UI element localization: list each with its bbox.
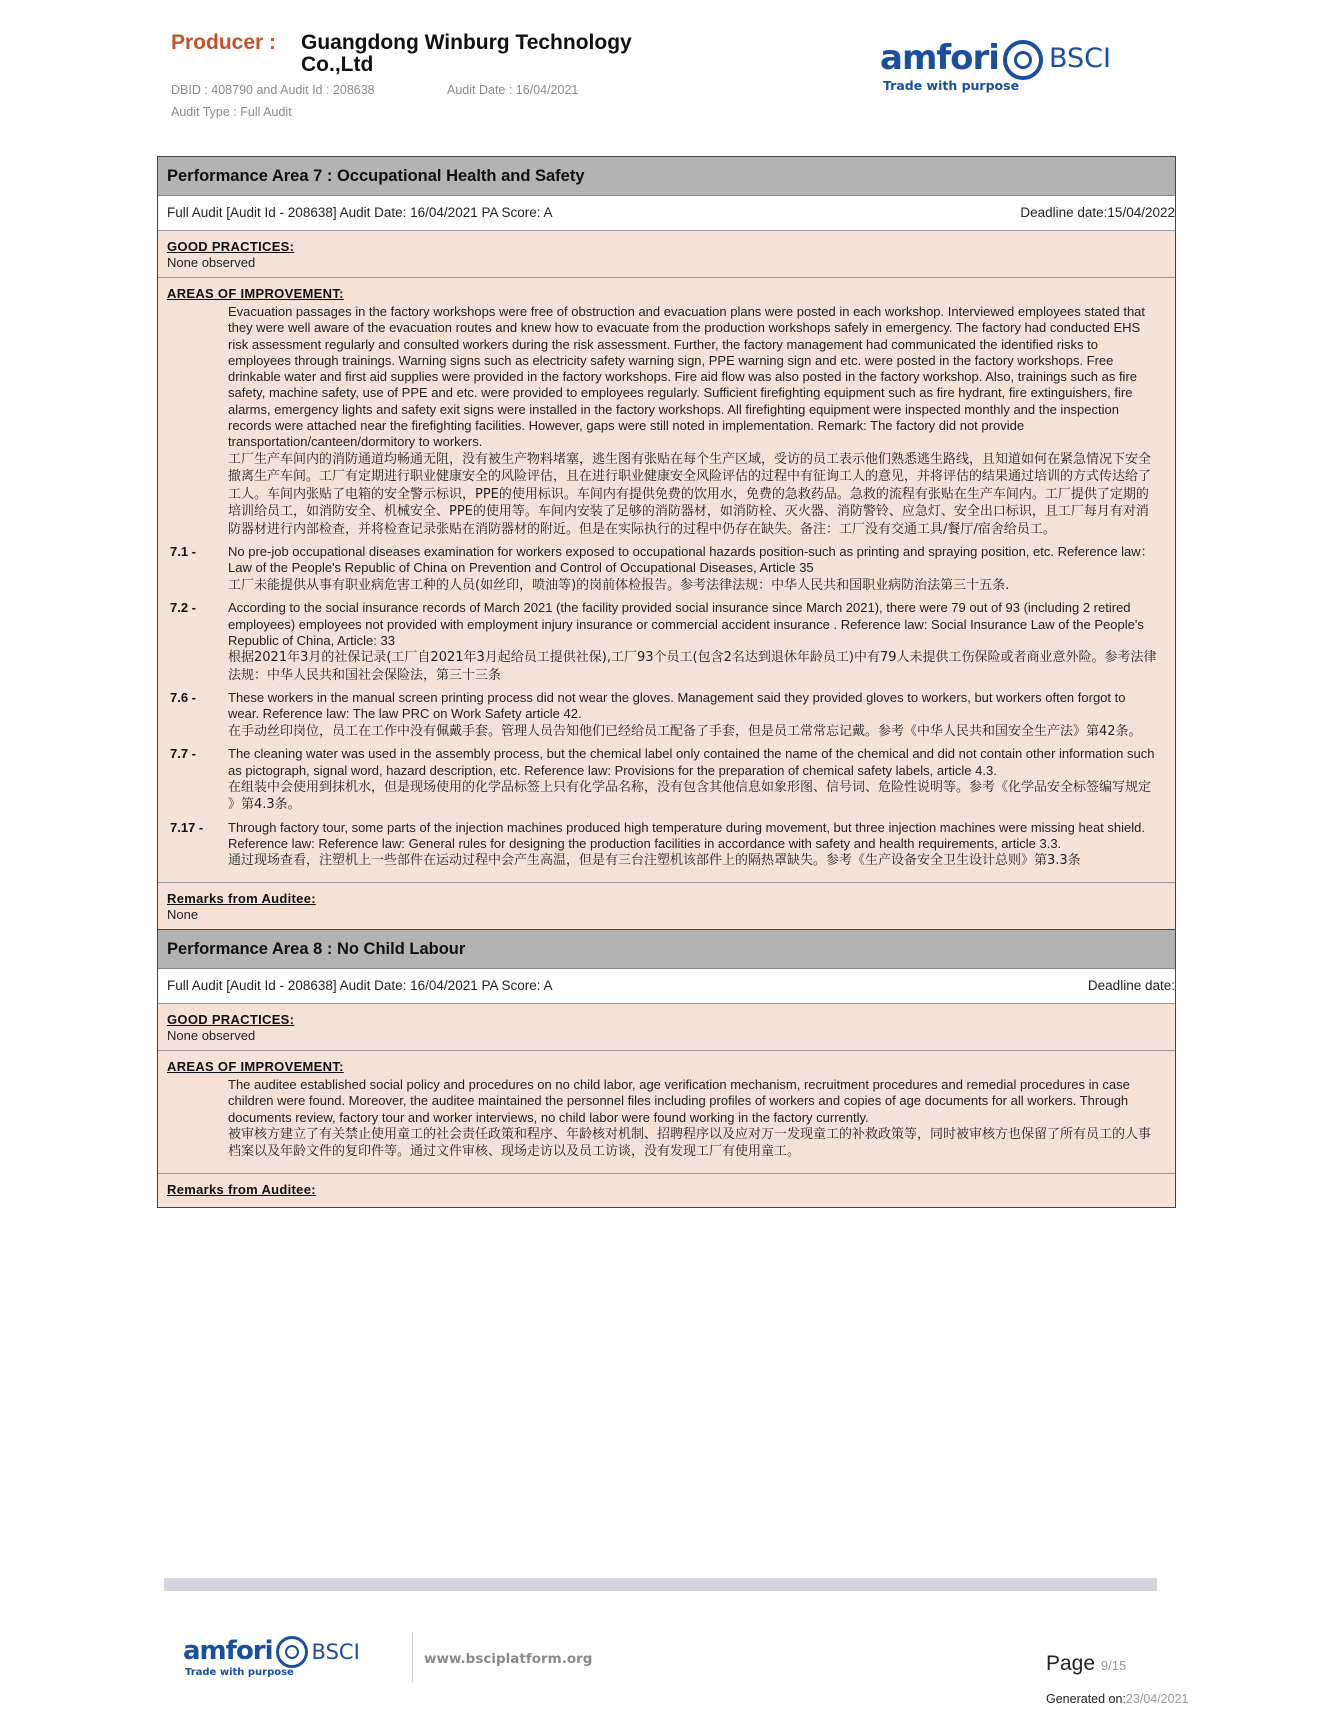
finding-text-cn: 工厂未能提供从事有职业病危害工种的人员(如丝印，喷油等)的岗前体检报告。参考法律法规：中华人民共和国职业病防治法第三十五条. xyxy=(228,577,1010,593)
finding-text-en: These workers in the manual screen printing process did not wear the gloves. Management said they provided gloves to workers, but workers often forgot to wear. Reference law: The law PRC on Work Safety article 42. xyxy=(228,690,1126,722)
finding-text-cn: 在组装中会使用到抹机水，但是现场使用的化学品标签上只有化学品名称，没有包含其他信息如象形图、信号词、危险性说明等。参考《化学品安全标签编写规定 》第4.3条。 xyxy=(228,779,1152,813)
amfori-ring-icon xyxy=(1003,40,1043,80)
finding-text-cn: 在手动丝印岗位，员工在工作中没有佩戴手套。管理人员告知他们已经给员工配备了手套，但是员工常常忘记戴。参考《中华人民共和国安全生产法》第42条。 xyxy=(228,723,1142,739)
pa7-remarks xyxy=(158,883,1175,930)
audit-report-table xyxy=(157,156,1176,1208)
pa8-areas-of-improvement xyxy=(158,1051,1175,1174)
finding-text-cn: 根据2021年3月的社保记录(工厂自2021年3月起给员工提供社保),工厂93个员工(包含2名达到退休年龄员工)中有79人未提供工伤保险或者商业意外险。参考法律法规：中华人民共和国社会保险法，第三十三条 xyxy=(228,650,1157,683)
pa8-intro-cn: 被审核方建立了有关禁止使用童工的社会责任政策和程序、年龄核对机制、招聘程序以及应对万一发现童工的补救政策等，同时被审核方也保留了所有员工的人事档案以及年龄文件的复印件等。通过文件审核、现场走访以及员工访谈，没有发现工厂有使用童工。 xyxy=(228,1126,1152,1160)
pa7-good-practices xyxy=(158,231,1175,278)
pa8-score-line: Full Audit [Audit Id - 208638] Audit Date: 16/04/2021 PA Score: A xyxy=(167,977,553,993)
generated-on xyxy=(1046,1692,1188,1706)
generated-label: Generated on: xyxy=(1046,1692,1126,1706)
amfori-ring-icon xyxy=(276,1636,308,1668)
pa8-remarks-heading: Remarks from Auditee: xyxy=(167,1181,316,1197)
pa7-deadline: Deadline date:15/04/2022 xyxy=(1020,205,1175,220)
finding-text-cn: 通过现场查看，注塑机上一些部件在运动过程中会产生高温，但是有三台注塑机该部件上的隔热罩缺失。参考《生产设备安全卫生设计总则》第3.3条 xyxy=(228,853,1081,869)
finding-number: 7.1 - xyxy=(170,544,197,560)
finding-item xyxy=(167,746,1166,814)
pa7-areas-heading: AREAS OF IMPROVEMENT: xyxy=(167,286,344,301)
generated-value: 23/04/2021 xyxy=(1125,1692,1189,1706)
page-value: 9/15 xyxy=(1100,1658,1127,1673)
audit-type: Audit Type : Full Audit xyxy=(171,105,292,119)
finding-item xyxy=(167,690,1166,740)
finding-item xyxy=(167,600,1166,684)
logo-word: amfori xyxy=(880,38,999,78)
logo-word: amfori xyxy=(183,1636,273,1666)
pa7-score-row xyxy=(158,196,1175,231)
pa7-score-line: Full Audit [Audit Id - 208638] Audit Date: 16/04/2021 PA Score: A xyxy=(167,205,553,220)
finding-text xyxy=(228,544,1166,594)
finding-number: 7.17 - xyxy=(170,819,204,835)
audit-date: Audit Date : 16/04/2021 xyxy=(447,83,579,97)
pa8-intro xyxy=(167,1077,1166,1161)
finding-text xyxy=(228,820,1166,870)
finding-text-en: The cleaning water was used in the assembly process, but the chemical label only contained the name of the chemical and did not contain other information such as pictograph, signal word, hazard description, etc. Reference law: Provisions for the preparation of chemical safety labels, article 4.3. xyxy=(228,746,1155,778)
pa8-deadline: Deadline date: xyxy=(1087,977,1175,993)
producer-name: Guangdong Winburg Technology Co.,Ltd xyxy=(301,31,632,76)
amfori-bsci-logo xyxy=(880,38,1111,93)
footer-divider-bar xyxy=(164,1578,1157,1591)
pa7-intro xyxy=(167,304,1166,538)
page-label: Page xyxy=(1046,1652,1096,1675)
finding-number: 7.7 - xyxy=(170,746,197,762)
finding-text xyxy=(228,690,1166,740)
pa7-intro-en: Evacuation passages in the factory workshops were free of obstruction and evacuation plans were posted in each workshop. Interviewed employees stated that they were well aware of the evacuation routes and knew how to evacuate from the production workshops safely in emergency. The factory had conducted EHS risk assessment regularly and consulted workers during the risk assessment. Further, the factory management had communicated the identified risks to employees through trainings. Warning signs such as electricity safety warning sign, PPE warning sign and etc. were posted in the factory workshops. Free drinkable water and first aid supplies were provided in the factory workshops. Fire aid flow was also posted in the factory workshop. Also, trainings such as fire safety, machine safety, use of PPE and etc. were provided to employees regularly. Sufficient firefighting equipment such as fire hydrant, fire extinguishers, fire alarms, emergency lights and safety exit signs were installed in the factory workshops. All firefighting equipment were inspected monthly and the inspection records were attached near the firefighting facilities. However, gaps were still noted in implementation. Remark: The factory did not provide transportation/canteen/dormitory to workers. xyxy=(228,304,1146,450)
producer-label: Producer : xyxy=(171,31,277,54)
pa8-score-row xyxy=(158,969,1175,1004)
logo-tagline: Trade with purpose xyxy=(883,78,1020,93)
finding-number: 7.6 - xyxy=(170,690,197,706)
pa7-title: Performance Area 7 : Occupational Health and Safety xyxy=(158,157,1175,196)
finding-number: 7.2 - xyxy=(170,600,197,616)
pa7-intro-cn: 工厂生产车间内的消防通道均畅通无阻，没有被生产物料堵塞，逃生图有张贴在每个生产区域，受访的员工表示他们熟悉逃生路线，且知道如何在紧急情况下安全撤离生产车间。工厂有定期进行职业健康安全的风险评估，且在进行职业健康安全风险评估的过程中有征询工人的意见，并将评估的结果通过培训的方式传达给了工人。车间内张贴了电箱的安全警示标识，PPE的使用标识。车间内有提供免费的饮用水，免费的急救药品。急救的流程有张贴在生产车间内。工厂提供了定期的培训给员工，如消防安全、机械安全、PPE的使用等。车间内安装了足够的消防器材，如消防栓、灭火器、消防警铃、应急灯、安全出口标识，且工厂每月有对消防器材进行内部检查，并将检查记录张贴在消防器材的附近。但是在实际执行的过程中仍存在缺失。备注：工厂没有交通工具/餐厅/宿舍给员工。 xyxy=(228,451,1152,537)
pa8-title: Performance Area 8 : No Child Labour xyxy=(158,930,1175,969)
pa8-areas-heading: AREAS OF IMPROVEMENT: xyxy=(167,1058,344,1074)
pa7-good-practices-text: None observed xyxy=(167,255,256,270)
pa8-good-practices-text: None observed xyxy=(167,1027,256,1043)
page-number xyxy=(1046,1652,1126,1676)
finding-text-en: No pre-job occupational diseases examination for workers exposed to occupational hazards position-such as printing and spraying position, etc. Reference law：Law of the People's Republic of China on Prevention and Control of Occupational Diseases, Article 35 xyxy=(228,544,1154,576)
footer-url[interactable]: www.bsciplatform.org xyxy=(424,1651,593,1667)
pa7-good-practices-heading: GOOD PRACTICES: xyxy=(167,239,295,254)
pa8-good-practices-heading: GOOD PRACTICES: xyxy=(167,1011,295,1027)
footer-amfori-bsci-logo xyxy=(183,1636,360,1678)
logo-brand: BSCI xyxy=(1048,43,1111,74)
finding-text xyxy=(228,746,1166,814)
finding-text-en: Through factory tour, some parts of the injection machines produced high temperature during movement, but three injection machines were missing heat shield. Reference law: Reference law: General rules for designing the production facilities in accordance with safety and health requirements, article 3.3. xyxy=(228,819,1145,852)
pa7-remarks-heading: Remarks from Auditee: xyxy=(167,890,316,906)
pa8-intro-en: The auditee established social policy and procedures on no child labor, age verification mechanism, recruitment procedures and remedial procedures in case children were found. Moreover, the auditee maintained the personnel files including profiles of workers and copies of age documents for all workers. Through documents review, factory tour and worker interviews, no child labor were found working in the factory currently. xyxy=(228,1076,1130,1125)
page-header xyxy=(0,0,1326,130)
logo-brand: BSCI xyxy=(311,1640,360,1664)
finding-text-en: According to the social insurance records of March 2021 (the facility provided social insurance since March 2021), there were 79 out of 93 (including 2 retired employees) employees not provided with employment injury insurance or commercial accident insurance . Reference law: Social Insurance Law of the People's Republic of China, Article: 33 xyxy=(228,600,1144,648)
finding-item xyxy=(167,820,1166,870)
pa7-areas-of-improvement xyxy=(158,278,1175,883)
pa8-good-practices xyxy=(158,1004,1175,1051)
finding-item xyxy=(167,544,1166,594)
footer-vertical-divider xyxy=(412,1632,413,1682)
pa7-remarks-text: None xyxy=(167,906,199,922)
dbid-line: DBID : 408790 and Audit Id : 208638 xyxy=(171,83,375,97)
pa8-remarks xyxy=(158,1174,1175,1207)
logo-tagline: Trade with purpose xyxy=(185,1667,294,1678)
finding-text xyxy=(228,600,1166,684)
